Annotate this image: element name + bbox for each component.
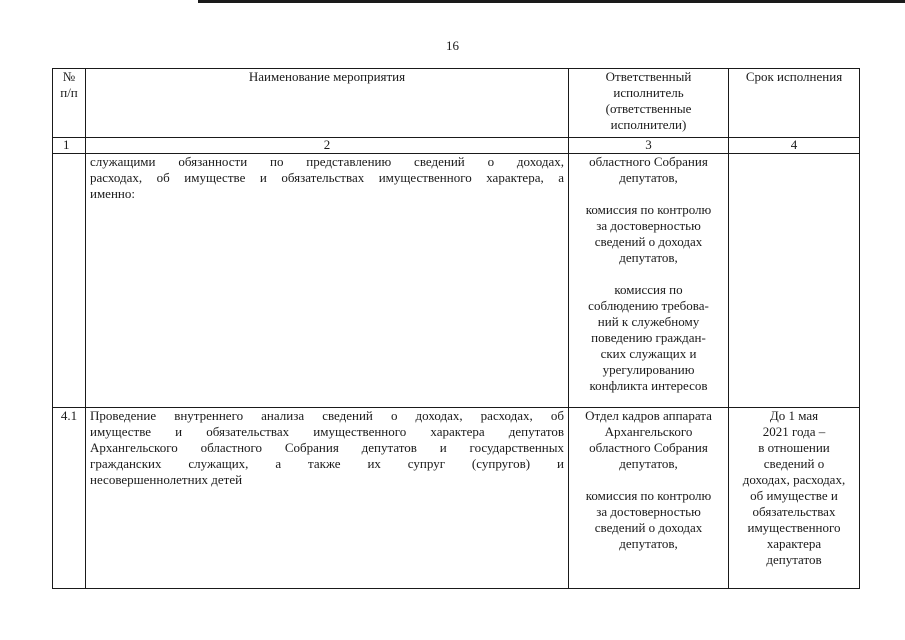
page-number: 16 [446,38,459,53]
column-index-4: 4 [729,138,860,154]
activity-text-line: имуществе и обязательствах имущественного характера депутатов [90,424,564,439]
activity-text-line: расходах, об имуществе и обязательствах имущественного характера, а [90,170,564,185]
column-index-1: 1 [53,138,86,154]
header-deadline: Срок исполнения [729,69,860,138]
executor-entry: областного Собрания депутатов, [589,154,708,185]
column-index-3: 3 [569,138,729,154]
executor-entry: комиссия по контролю за достоверностью сведений о доходах депутатов, [585,488,712,551]
column-index-row [53,138,860,154]
deadline-cell [729,154,860,408]
responsible-executor-cell [569,154,729,408]
responsible-executor-cell [569,408,729,589]
executor-entry: комиссия по соблюдению требова- ний к служебному поведению граждан- ских служащих и урегулированию конфликта интересов [588,282,709,393]
top-border-rule [198,0,905,3]
row-number [53,154,86,408]
activity-text-line: несовершеннолетних детей [90,472,243,487]
activity-text-line: Проведение внутреннего анализа сведений о доходах, расходах, об [90,408,564,423]
header-responsible-executor: Ответственный исполнитель (ответственные исполнители) [569,69,729,138]
activity-name-cell [86,154,569,408]
table-header-row [53,69,860,138]
activity-name-cell [86,408,569,589]
row-number: 4.1 [53,408,86,589]
activity-text-line: Архангельского областного Собрания депутатов и государственных [90,440,564,455]
column-index-2: 2 [86,138,569,154]
activity-text-line: гражданских служащих, а также их супруг (супругов) и [90,456,564,471]
activity-text-line: служащими обязанности по представлению сведений о доходах, [90,154,564,169]
executor-entry: Отдел кадров аппарата Архангельского областного Собрания депутатов, [585,408,712,471]
deadline-cell: До 1 мая 2021 года – в отношении сведений о доходах, расходах, об имуществе и обязательствах имущественного характера депутатов [729,408,860,589]
header-activity-name: Наименование мероприятия [86,69,569,138]
activity-plan-table [52,68,860,589]
header-number: № п/п [53,69,86,138]
table-row [53,154,860,408]
activity-text-line: именно: [90,186,135,201]
executor-entry: комиссия по контролю за достоверностью сведений о доходах депутатов, [585,202,712,265]
table-row [53,408,860,589]
